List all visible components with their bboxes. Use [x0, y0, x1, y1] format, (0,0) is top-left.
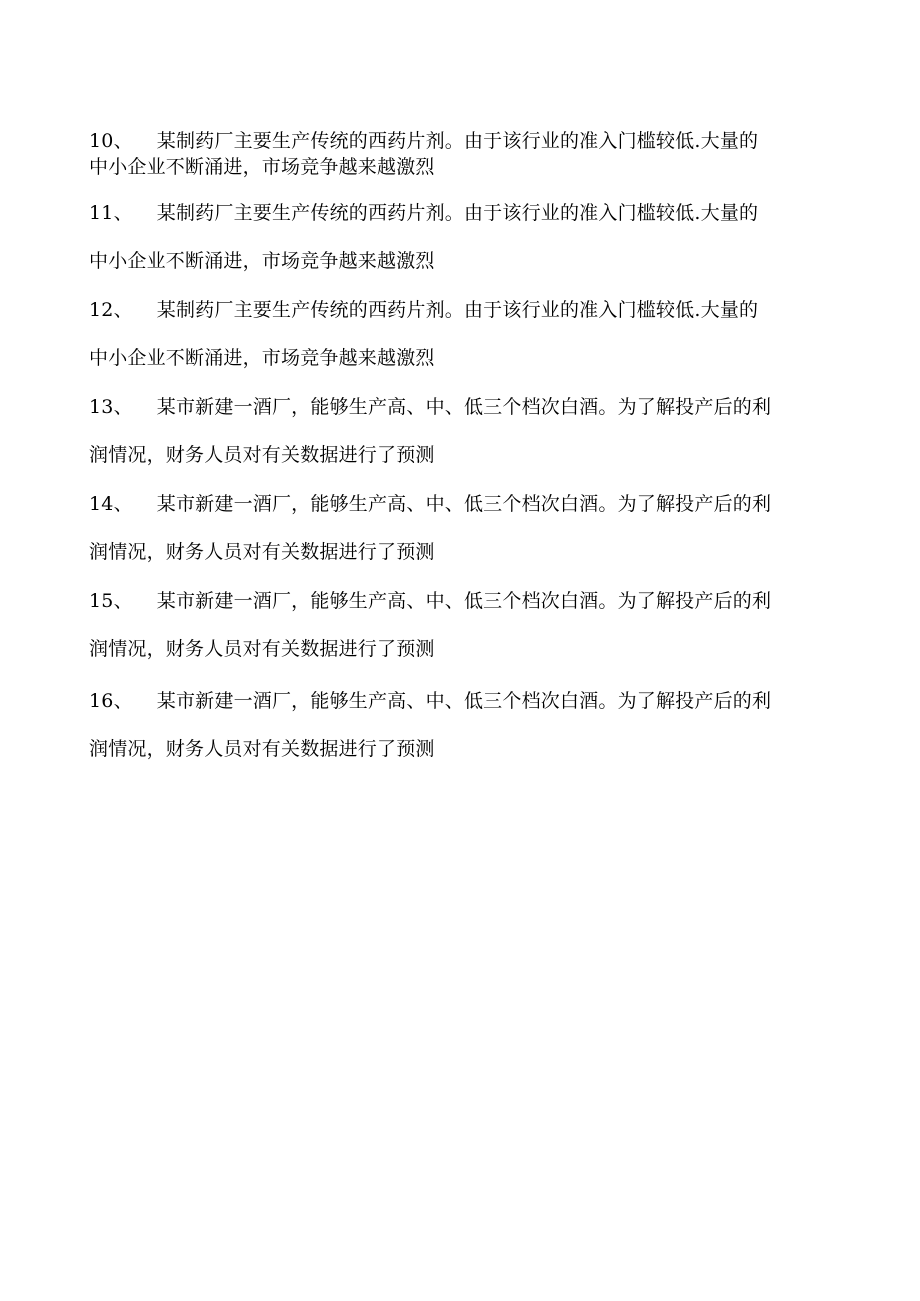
question-line-1 [89, 491, 829, 517]
question-number: 10、 [89, 130, 133, 152]
question-text-line-2: 中小企业不断涌进，市场竞争越来越激烈 [89, 250, 435, 272]
question-text-line-2: 润情况，财务人员对有关数据进行了预测 [89, 541, 435, 563]
question-text-line-1: 某制药厂主要生产传统的西药片剂。由于该行业的准入门槛较低.大量的 [156, 130, 759, 152]
question-number: 11、 [89, 202, 133, 224]
question-line-1 [89, 394, 829, 420]
question-text-line-2: 中小企业不断涌进，市场竞争越来越激烈 [89, 156, 435, 178]
question-text-line-2: 润情况，财务人员对有关数据进行了预测 [89, 638, 435, 660]
question-number: 14、 [89, 493, 133, 515]
question-line-1 [89, 200, 829, 226]
question-text-line-1: 某市新建一酒厂，能够生产高、中、低三个档次白酒。为了解投产后的利 [156, 493, 772, 515]
question-number: 16、 [89, 690, 133, 712]
question-text-line-1: 某市新建一酒厂，能够生产高、中、低三个档次白酒。为了解投产后的利 [156, 590, 772, 612]
question-text-line-1: 某市新建一酒厂，能够生产高、中、低三个档次白酒。为了解投产后的利 [156, 396, 772, 418]
question-line-1 [89, 588, 829, 614]
question-item-11 [89, 200, 829, 274]
question-text-line-2: 中小企业不断涌进，市场竞争越来越激烈 [89, 347, 435, 369]
question-number: 13、 [89, 396, 133, 418]
question-line-1 [89, 297, 829, 323]
question-item-16 [89, 688, 829, 762]
question-text-line-1: 某制药厂主要生产传统的西药片剂。由于该行业的准入门槛较低.大量的 [156, 299, 759, 321]
question-line-1 [89, 688, 829, 714]
question-text-line-2: 润情况，财务人员对有关数据进行了预测 [89, 738, 435, 760]
question-line-1 [89, 128, 829, 154]
question-item-14 [89, 491, 829, 565]
question-item-15 [89, 588, 829, 662]
question-number: 12、 [89, 299, 133, 321]
question-text-line-2: 润情况，财务人员对有关数据进行了预测 [89, 444, 435, 466]
question-item-13 [89, 394, 829, 468]
question-number: 15、 [89, 590, 133, 612]
question-item-10 [89, 128, 829, 180]
question-text-line-1: 某制药厂主要生产传统的西药片剂。由于该行业的准入门槛较低.大量的 [156, 202, 759, 224]
question-text-line-1: 某市新建一酒厂，能够生产高、中、低三个档次白酒。为了解投产后的利 [156, 690, 772, 712]
question-item-12 [89, 297, 829, 371]
